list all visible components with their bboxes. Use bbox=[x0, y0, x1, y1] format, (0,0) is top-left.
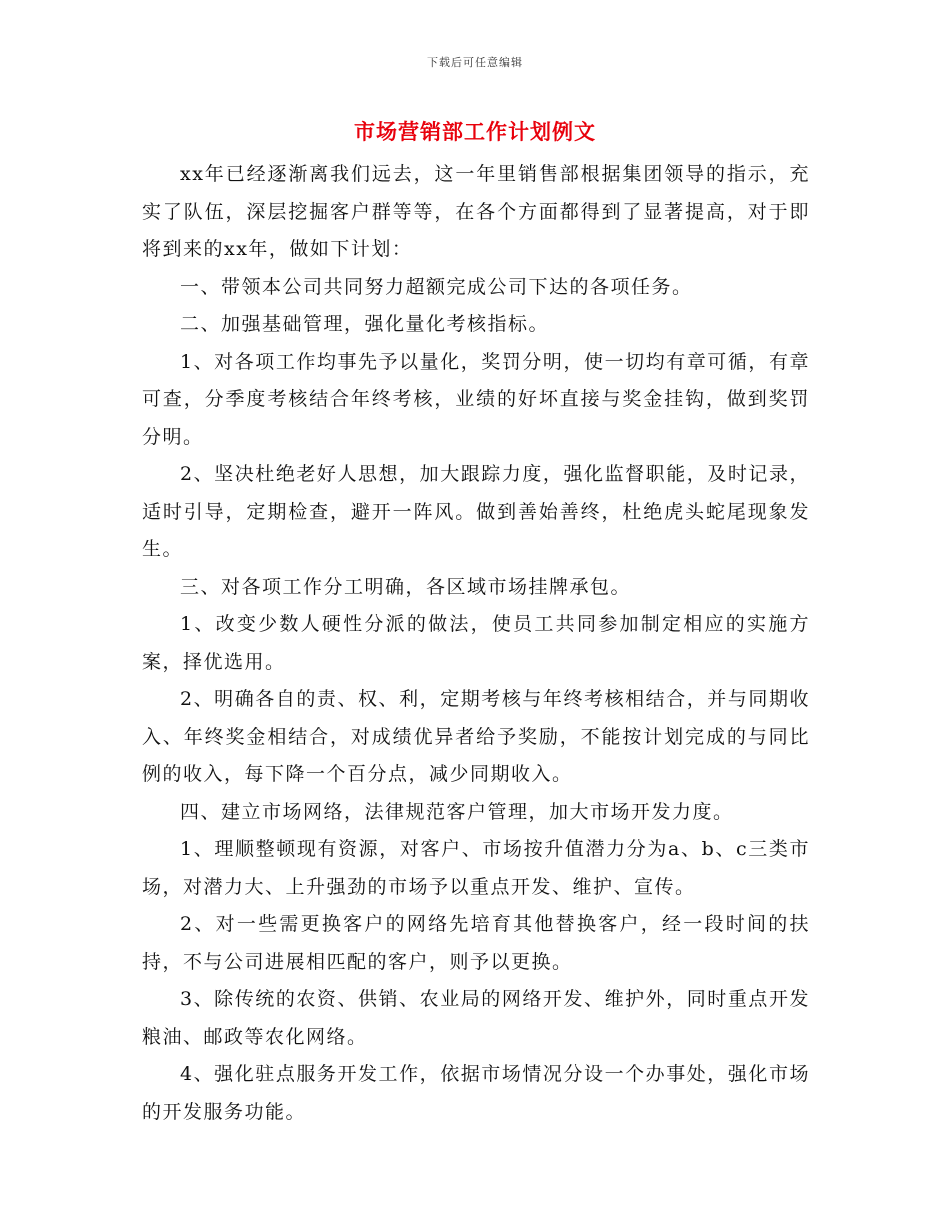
paragraph-section-2-item-2: 2、坚决杜绝老好人思想，加大跟踪力度，强化监督职能，及时记录，适时引导，定期检查，避开一阵风。做到善始善终，杜绝虎头蛇尾现象发生。 bbox=[142, 463, 810, 560]
paragraph-section-1: 一、带领本公司共同努力超额完成公司下达的各项任务。 bbox=[180, 275, 693, 298]
paragraph-section-3: 三、对各项工作分工明确，各区域市场挂牌承包。 bbox=[180, 575, 632, 598]
paragraph-section-2-item-1: 1、对各项工作均事先予以量化，奖罚分明，使一切均有章可循，有章可查，分季度考核结合年终考核，业绩的好坏直接与奖金挂钩，做到奖罚分明。 bbox=[142, 350, 810, 448]
header-note: 下载后可任意编辑 bbox=[427, 56, 523, 69]
paragraph-section-3-item-2: 2、明确各自的责、权、利，定期考核与年终考核相结合，并与同期收入、年终奖金相结合，对成绩优异者给予奖励，不能按计划完成的与同比例的收入，每下降一个百分点，减少同期收入。 bbox=[142, 688, 810, 785]
document-title: 市场营销部工作计划例文 bbox=[354, 119, 596, 144]
paragraph-intro: xx年已经逐渐离我们远去，这一年里销售部根据集团领导的指示，充实了队伍，深层挖掘客户群等等，在各个方面都得到了显著提高，对于即将到来的xx年，做如下计划： bbox=[142, 163, 810, 260]
paragraph-section-2: 二、加强基础管理，强化量化考核指标。 bbox=[180, 313, 550, 335]
paragraph-section-4-item-2: 2、对一些需更换客户的网络先培育其他替换客户，经一段时间的扶持，不与公司进展相匹配的客户，则予以更换。 bbox=[142, 913, 810, 973]
paragraph-section-4-item-1: 1、理顺整顿现有资源，对客户、市场按升值潜力分为a、b、c三类市场，对潜力大、上升强劲的市场予以重点开发、维护、宣传。 bbox=[142, 838, 810, 898]
paragraph-section-4: 四、建立市场网络，法律规范客户管理，加大市场开发力度。 bbox=[180, 800, 734, 823]
paragraph-section-3-item-1: 1、改变少数人硬性分派的做法，使员工共同参加制定相应的实施方案，择优选用。 bbox=[142, 613, 810, 673]
paragraph-section-4-item-4: 4、强化驻点服务开发工作，依据市场情况分设一个办事处，强化市场的开发服务功能。 bbox=[142, 1063, 810, 1123]
document-body bbox=[142, 156, 810, 1131]
paragraph-section-4-item-3: 3、除传统的农资、供销、农业局的网络开发、维护外，同时重点开发粮油、邮政等农化网络。 bbox=[142, 988, 810, 1048]
